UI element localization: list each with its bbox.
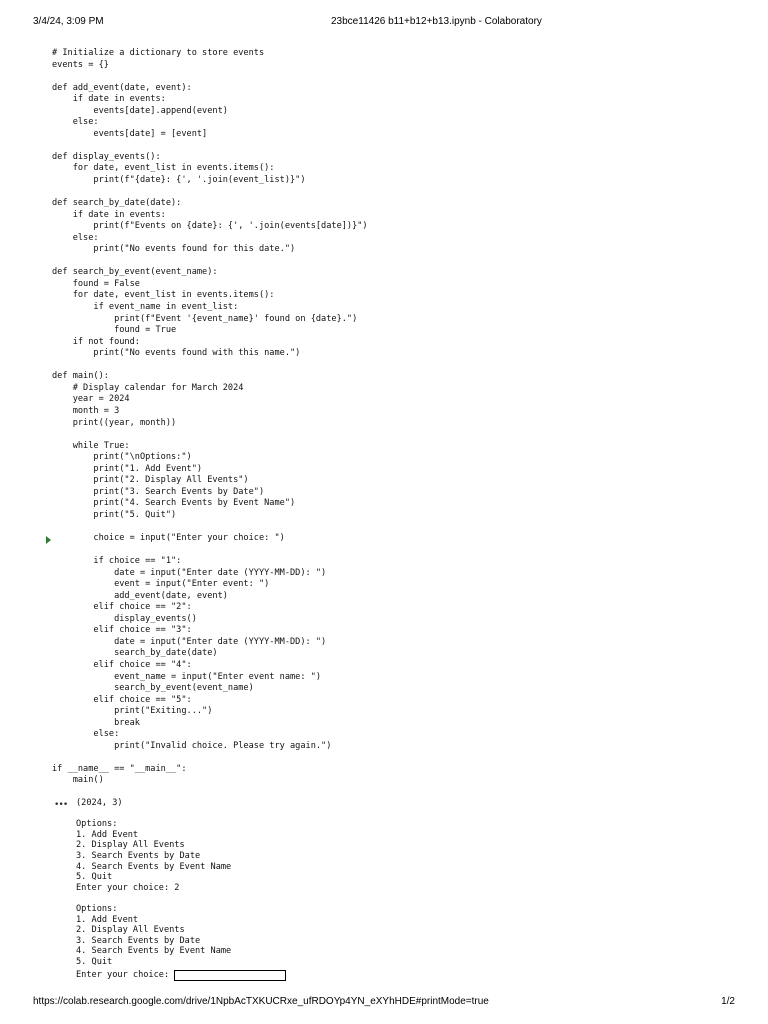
print-header (33, 16, 735, 30)
print-footer (33, 996, 735, 1010)
page-url: https://colab.research.google.com/drive/1NpbAcTXKUCRxe_ufRDOYp4YN_eXYhHDE#printMode=true (33, 996, 489, 1007)
stdin-prompt: Enter your choice: (76, 970, 175, 980)
output-menu-icon[interactable]: ••• (54, 800, 68, 810)
page-number: 1/2 (721, 996, 735, 1007)
stdin-input[interactable] (174, 970, 286, 981)
code-editor[interactable]: # Initialize a dictionary to store events events = {} def add_event(date, event): if date in events: events[date].append(event) else: events[date] = [event] def display_events(): for date, event_list in events.items(): print(f"{date}: {', '.join(event_list)}") def search_by_date(date): if date in events: print(f"Events on {date}: {', '.join(events[date])}") else: print("No events found for this date.") def search_by_event(event_name): found = False for date, event_list in events.items(): if event_name in event_list: print(f"Event '{event_name}' found on {date}.") found = True if not found: print("No events found with this name.") def main(): # Display calendar for March 2024 year = 2024 month = 3 print((year, month)) while True: print("\nOptions:") print("1. Add Event") print("2. Display All Events") print("3. Search Events by Date") print("4. Search Events by Event Name") print("5. Quit") choice = input("Enter your choice: ") if choice == "1": date = input("Enter date (YYYY-MM-DD): ") event = input("Enter event: ") add_event(date, event) elif choice == "2": display_events() elif choice == "3": date = input("Enter date (YYYY-MM-DD): ") search_by_date(date) elif choice == "4": event_name = input("Enter event name: ") search_by_event(event_name) elif choice == "5": print("Exiting...") break else: print("Invalid choice. Please try again.") if __name__ == "__main__": main() (52, 48, 368, 786)
run-arrow-icon (46, 536, 51, 544)
page-title: 23bce11426 b11+b12+b13.ipynb - Colaboratory (331, 16, 542, 27)
stdin-row (76, 969, 286, 981)
output-text: (2024, 3) Options: 1. Add Event 2. Display All Events 3. Search Events by Date 4. Search Events by Event Name 5. Quit Enter your choice: 2 Options: 1. Add Event 2. Display All Events 3. Search Events by Date 4. Search Events by Event Name 5. Quit (76, 798, 232, 967)
print-datetime: 3/4/24, 3:09 PM (33, 16, 104, 27)
code-cell[interactable] (52, 48, 732, 787)
